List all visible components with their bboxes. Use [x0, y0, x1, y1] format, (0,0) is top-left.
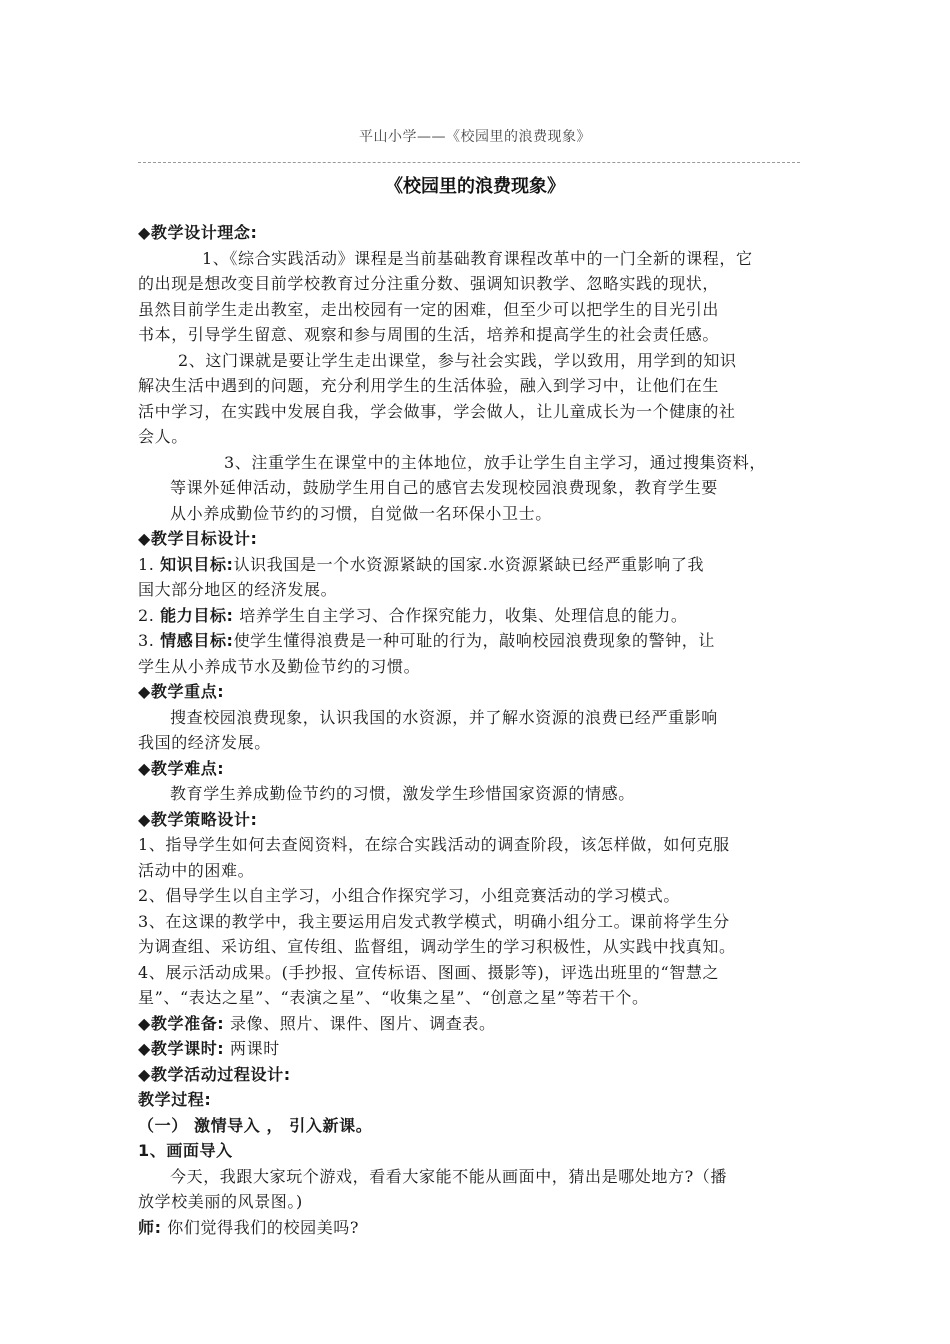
page-header: 平山小学——《校园里的浪费现象》 — [359, 129, 591, 145]
paragraph-line: 的出现是想改变目前学校教育过分注重分数、强调知识教学、忽略实践的现状， — [138, 274, 720, 293]
teacher-line — [138, 1215, 800, 1241]
hours-line — [138, 1036, 800, 1062]
paragraph-line: 我国的经济发展。 — [138, 733, 271, 752]
hours-label: ◆教学课时: — [138, 1039, 225, 1058]
paragraph-line: 解决生活中遇到的问题，充分利用学生的生活体验，融入到学习中，让他们在生 — [138, 376, 720, 395]
paragraph-line: 2、这门课就是要让学生走出课堂，参与社会实践，学以致用，用学到的知识 — [178, 350, 737, 370]
paragraph-line: 为调查组、采访组、宣传组、监督组，调动学生的学习积极性，从实践中找真知。 — [138, 937, 736, 956]
teacher-text: 你们觉得我们的校园美吗? — [161, 1217, 360, 1237]
section-heading-process: ◆教学活动过程设计: — [138, 1064, 291, 1084]
step-heading: （一） 激情导入 ， 引入新课。 — [138, 1115, 373, 1135]
header-divider — [138, 162, 800, 163]
paragraph-line: 放学校美丽的风景图。) — [138, 1192, 303, 1211]
preparation-text: 录像、照片、课件、图片、调查表。 — [224, 1013, 496, 1033]
paragraph-line: 今天，我跟大家玩个游戏，看看大家能不能从画面中，猜出是哪处地方?（播 — [170, 1166, 727, 1186]
paragraph-line: 从小养成勤俭节约的习惯，自觉做一名环保小卫士。 — [170, 503, 552, 523]
goal-label: 知识目标: — [160, 554, 234, 574]
preparation-label: ◆教学准备: — [138, 1013, 225, 1033]
paragraph-line: 3、在这课的教学中，我主要运用启发式教学模式，明确小组分工。课前将学生分 — [138, 911, 730, 931]
paragraph-line: 1、指导学生如何去查阅资料，在综合实践活动的调查阶段，该怎样做，如何克服 — [138, 835, 730, 854]
paragraph-line: 会人。 — [138, 427, 188, 446]
paragraph-line: 2、倡导学生以自主学习，小组合作探究学习，小组竞赛活动的学习模式。 — [138, 886, 680, 905]
paragraph-line: 1、《综合实践活动》课程是当前基础教育课程改革中的一门全新的课程，它 — [202, 248, 753, 268]
goal-knowledge — [138, 552, 800, 578]
section-heading-strategy: ◆教学策略设计: — [138, 809, 258, 829]
goal-number: 2. — [138, 605, 155, 625]
goal-emotion — [138, 628, 800, 654]
paragraph-line: 星”、“表达之星”、“表演之星”、“收集之星”、“创意之星”等若干个。 — [138, 988, 649, 1007]
preparation-line — [138, 1011, 800, 1037]
goal-label: 情感目标: — [160, 631, 234, 650]
paragraph-line: 活动中的困难。 — [138, 860, 255, 880]
paragraph-line: 3、注重学生在课堂中的主体地位，放手让学生自主学习，通过搜集资料， — [224, 452, 766, 472]
section-heading-goals: ◆教学目标设计: — [138, 529, 258, 548]
goal-text: 使学生懂得浪费是一种可耻的行为，敲响校园浪费现象的警钟，让 — [233, 631, 715, 650]
hours-text: 两课时 — [224, 1039, 280, 1058]
goal-number: 1. — [138, 554, 155, 574]
goal-label: 能力目标: — [160, 605, 234, 625]
paragraph-line: 等课外延伸活动，鼓励学生用自己的感官去发现校园浪费现象，教育学生要 — [170, 478, 718, 497]
paragraph-line: 4、展示活动成果。(手抄报、宣传标语、图画、摄影等)，评选出班里的“智慧之 — [138, 962, 720, 982]
subheading-process: 教学过程: — [138, 1090, 212, 1109]
paragraph-line: 搜查校园浪费现象，认识我国的水资源，并了解水资源的浪费已经严重影响 — [170, 707, 718, 727]
substep-heading: 1、画面导入 — [138, 1141, 233, 1160]
section-heading-concept: ◆教学设计理念: — [138, 223, 258, 242]
teacher-label: 师: — [138, 1217, 162, 1237]
goal-text: 认识我国是一个水资源紧缺的国家.水资源紧缺已经严重影响了我 — [233, 554, 705, 574]
goal-number: 3. — [138, 631, 155, 650]
paragraph-line: 书本，引导学生留意、观察和参与周围的生活，培养和提高学生的社会责任感。 — [138, 325, 720, 344]
goal-text: 培养学生自主学习、合作探究能力，收集、处理信息的能力。 — [233, 605, 688, 625]
goal-ability — [138, 603, 800, 629]
document-title: 《校园里的浪费现象》 — [385, 176, 565, 197]
section-heading-difficult: ◆教学难点: — [138, 758, 225, 778]
document-body — [138, 220, 800, 1240]
paragraph-line: 学生从小养成节水及勤俭节约的习惯。 — [138, 656, 421, 676]
section-heading-key: ◆教学重点: — [138, 682, 225, 701]
paragraph-line: 虽然目前学生走出教室，走出校园有一定的困难，但至少可以把学生的目光引出 — [138, 299, 720, 319]
paragraph-line: 活中学习，在实践中发展自我，学会做事，学会做人，让儿童成长为一个健康的社 — [138, 401, 736, 421]
paragraph-line: 教育学生养成勤俭节约的习惯，激发学生珍惜国家资源的情感。 — [170, 784, 635, 803]
paragraph-line: 国大部分地区的经济发展。 — [138, 580, 338, 599]
